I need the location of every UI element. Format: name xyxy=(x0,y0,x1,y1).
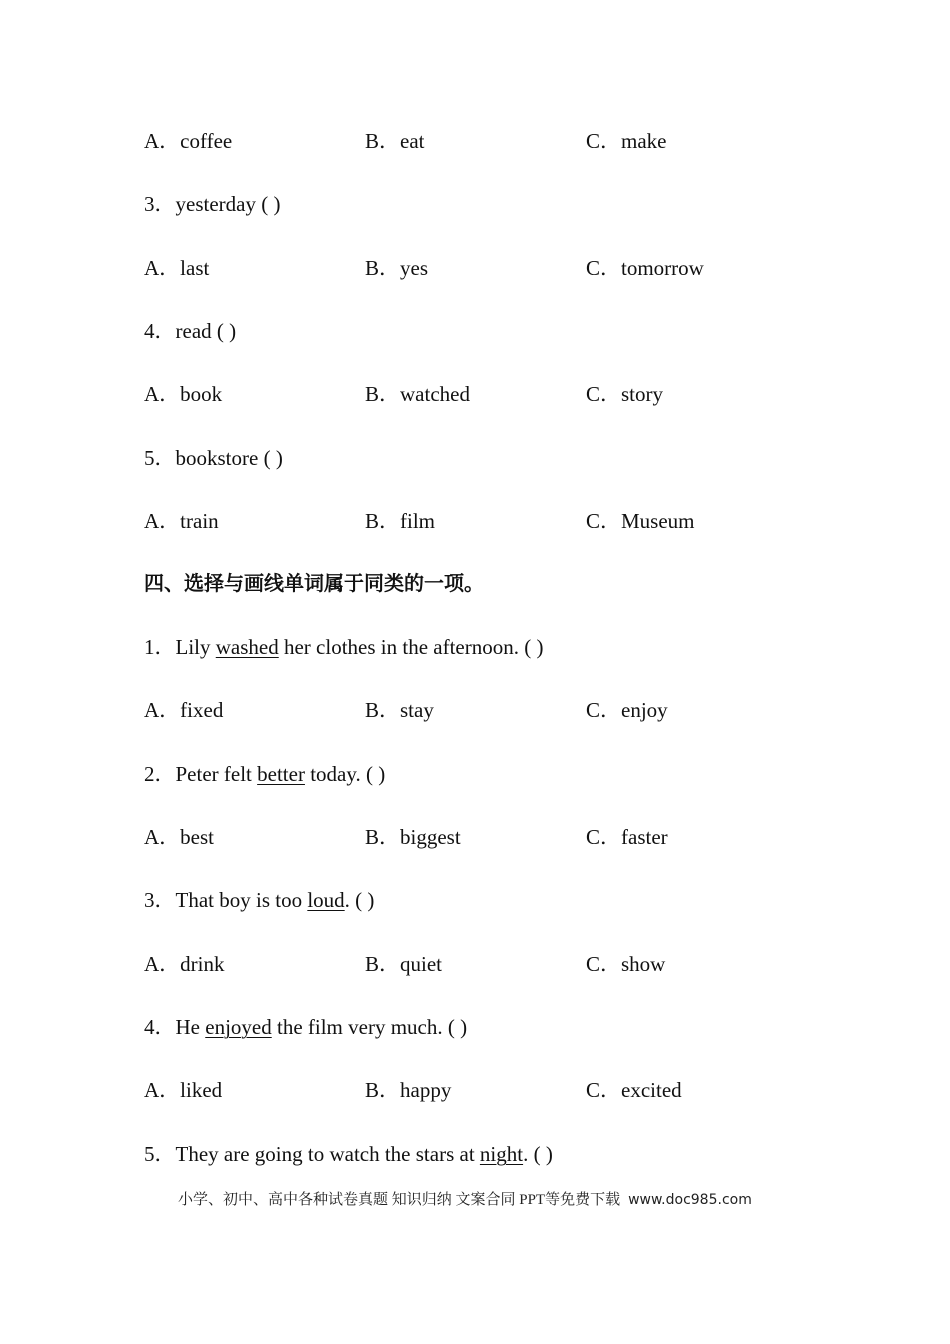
stem-pre: 5．They are going to watch the stars at xyxy=(144,1142,480,1166)
question-2-options xyxy=(144,126,844,156)
s4-question-5-stem xyxy=(144,1139,844,1169)
question-text: 3．yesterday ( ) xyxy=(144,192,281,216)
section-4-heading: 四、选择与画线单词属于同类的一项。 xyxy=(144,571,484,595)
s4-question-3-options xyxy=(144,949,844,979)
option-a: A．coffee xyxy=(144,129,233,153)
option-b: B．happy xyxy=(365,1078,452,1102)
s4-question-3-stem xyxy=(144,885,844,915)
underlined-word: better xyxy=(257,762,305,786)
stem-post: today. ( ) xyxy=(304,762,386,786)
option-b: B．yes xyxy=(365,256,428,280)
option-c: C．story xyxy=(586,382,664,406)
s4-question-1-options xyxy=(144,695,844,725)
option-b: B．quiet xyxy=(365,952,442,976)
underlined-word: washed xyxy=(215,635,279,659)
option-c: C．excited xyxy=(586,1078,682,1102)
option-a: A．train xyxy=(144,509,219,533)
option-c: C．faster xyxy=(586,825,668,849)
question-text: 5．bookstore ( ) xyxy=(144,446,283,470)
underlined-word: enjoyed xyxy=(205,1015,272,1039)
question-text: 4．read ( ) xyxy=(144,319,237,343)
option-a: A．last xyxy=(144,256,210,280)
option-c: C．make xyxy=(586,129,667,153)
option-c: C．Museum xyxy=(586,509,695,533)
option-c: C．tomorrow xyxy=(586,256,704,280)
underlined-word: loud xyxy=(307,888,345,912)
s4-question-4-options xyxy=(144,1075,844,1105)
stem-pre: 1．Lily xyxy=(144,635,216,659)
question-4-options xyxy=(144,379,844,409)
option-b: B．film xyxy=(365,509,436,533)
question-3-stem xyxy=(144,189,844,219)
option-a: A．book xyxy=(144,382,223,406)
page-footer xyxy=(178,1188,752,1212)
question-5-stem xyxy=(144,443,844,473)
question-4-stem xyxy=(144,316,844,346)
s4-question-1-stem xyxy=(144,632,844,662)
stem-post: . ( ) xyxy=(523,1142,553,1166)
option-a: A．liked xyxy=(144,1078,223,1102)
stem-pre: 4．He xyxy=(144,1015,206,1039)
option-c: C．enjoy xyxy=(586,698,668,722)
option-b: B．watched xyxy=(365,382,470,406)
underlined-word: night xyxy=(479,1142,524,1166)
stem-post: . ( ) xyxy=(344,888,375,912)
option-b: B．biggest xyxy=(365,825,461,849)
question-5-options xyxy=(144,506,844,536)
stem-post: the film very much. ( ) xyxy=(271,1015,468,1039)
option-a: A．drink xyxy=(144,952,225,976)
footer-url-link[interactable]: www.doc985.com xyxy=(628,1192,752,1208)
s4-question-2-options xyxy=(144,822,844,852)
option-a: A．best xyxy=(144,825,214,849)
footer-text: 小学、初中、高中各种试卷真题 知识归纳 文案合同 PPT等免费下载 xyxy=(178,1192,621,1208)
option-b: B．stay xyxy=(365,698,434,722)
option-c: C．show xyxy=(586,952,666,976)
question-3-options xyxy=(144,253,844,283)
stem-pre: 3．That boy is too xyxy=(144,888,308,912)
s4-question-2-stem xyxy=(144,759,844,789)
stem-pre: 2．Peter felt xyxy=(144,762,258,786)
option-a: A．fixed xyxy=(144,698,224,722)
stem-post: her clothes in the afternoon. ( ) xyxy=(278,635,544,659)
option-b: B．eat xyxy=(365,129,425,153)
s4-question-4-stem xyxy=(144,1012,844,1042)
